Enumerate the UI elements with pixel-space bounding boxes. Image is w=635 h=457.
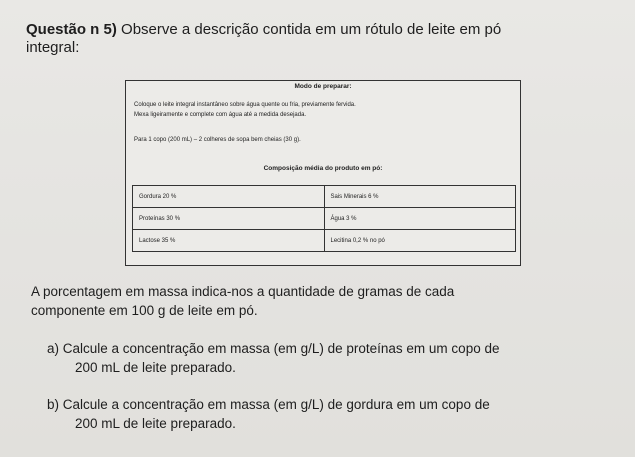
question-text-line2: integral:	[26, 39, 80, 56]
paragraph-line-2: componente em 100 g de leite em pó.	[31, 303, 258, 318]
question-text-line1: Observe a descrição contida em um rótulo de leite em pó	[116, 21, 502, 38]
table-cell: Lecitina 0,2 % no pó	[324, 230, 516, 252]
table-cell: Gordura 20 %	[133, 186, 325, 208]
question-title	[26, 21, 616, 57]
table-row	[133, 230, 516, 252]
composition-title: Composição média do produto em pó:	[263, 165, 383, 172]
milk-label-image	[125, 80, 521, 266]
table-cell: Proteínas 30 %	[133, 208, 325, 230]
item-a-line-1: a) Calcule a concentração em massa (em g/L) de proteínas em um copo de	[47, 341, 500, 356]
question-number: Questão n 5)	[26, 21, 117, 38]
table-row	[133, 186, 516, 208]
prep-line-2: Mexa ligeiramente e complete com água até a medida desejada.	[134, 112, 307, 118]
prep-title: Modo de preparar:	[294, 83, 352, 90]
item-b	[47, 395, 627, 433]
paragraph-line-1: A porcentagem em massa indica-nos a quantidade de gramas de cada	[31, 284, 455, 299]
intro-paragraph	[31, 282, 611, 320]
prep-line-1: Coloque o leite integral instantâneo sobre água quente ou fria, previamente fervida.	[134, 102, 356, 108]
table-cell: Água 3 %	[324, 208, 516, 230]
prep-line-3: Para 1 copo (200 mL) – 2 colheres de sopa bem cheias (30 g).	[134, 137, 301, 143]
table-cell: Lactose 35 %	[133, 230, 325, 252]
item-a	[47, 339, 627, 377]
item-b-line-1: b) Calcule a concentração em massa (em g/L) de gordura em um copo de	[47, 397, 490, 412]
item-b-line-2: 200 mL de leite preparado.	[75, 416, 236, 431]
item-a-line-2: 200 mL de leite preparado.	[75, 360, 236, 375]
composition-table	[132, 185, 516, 252]
table-row	[133, 208, 516, 230]
table-cell: Sais Minerais 6 %	[324, 186, 516, 208]
